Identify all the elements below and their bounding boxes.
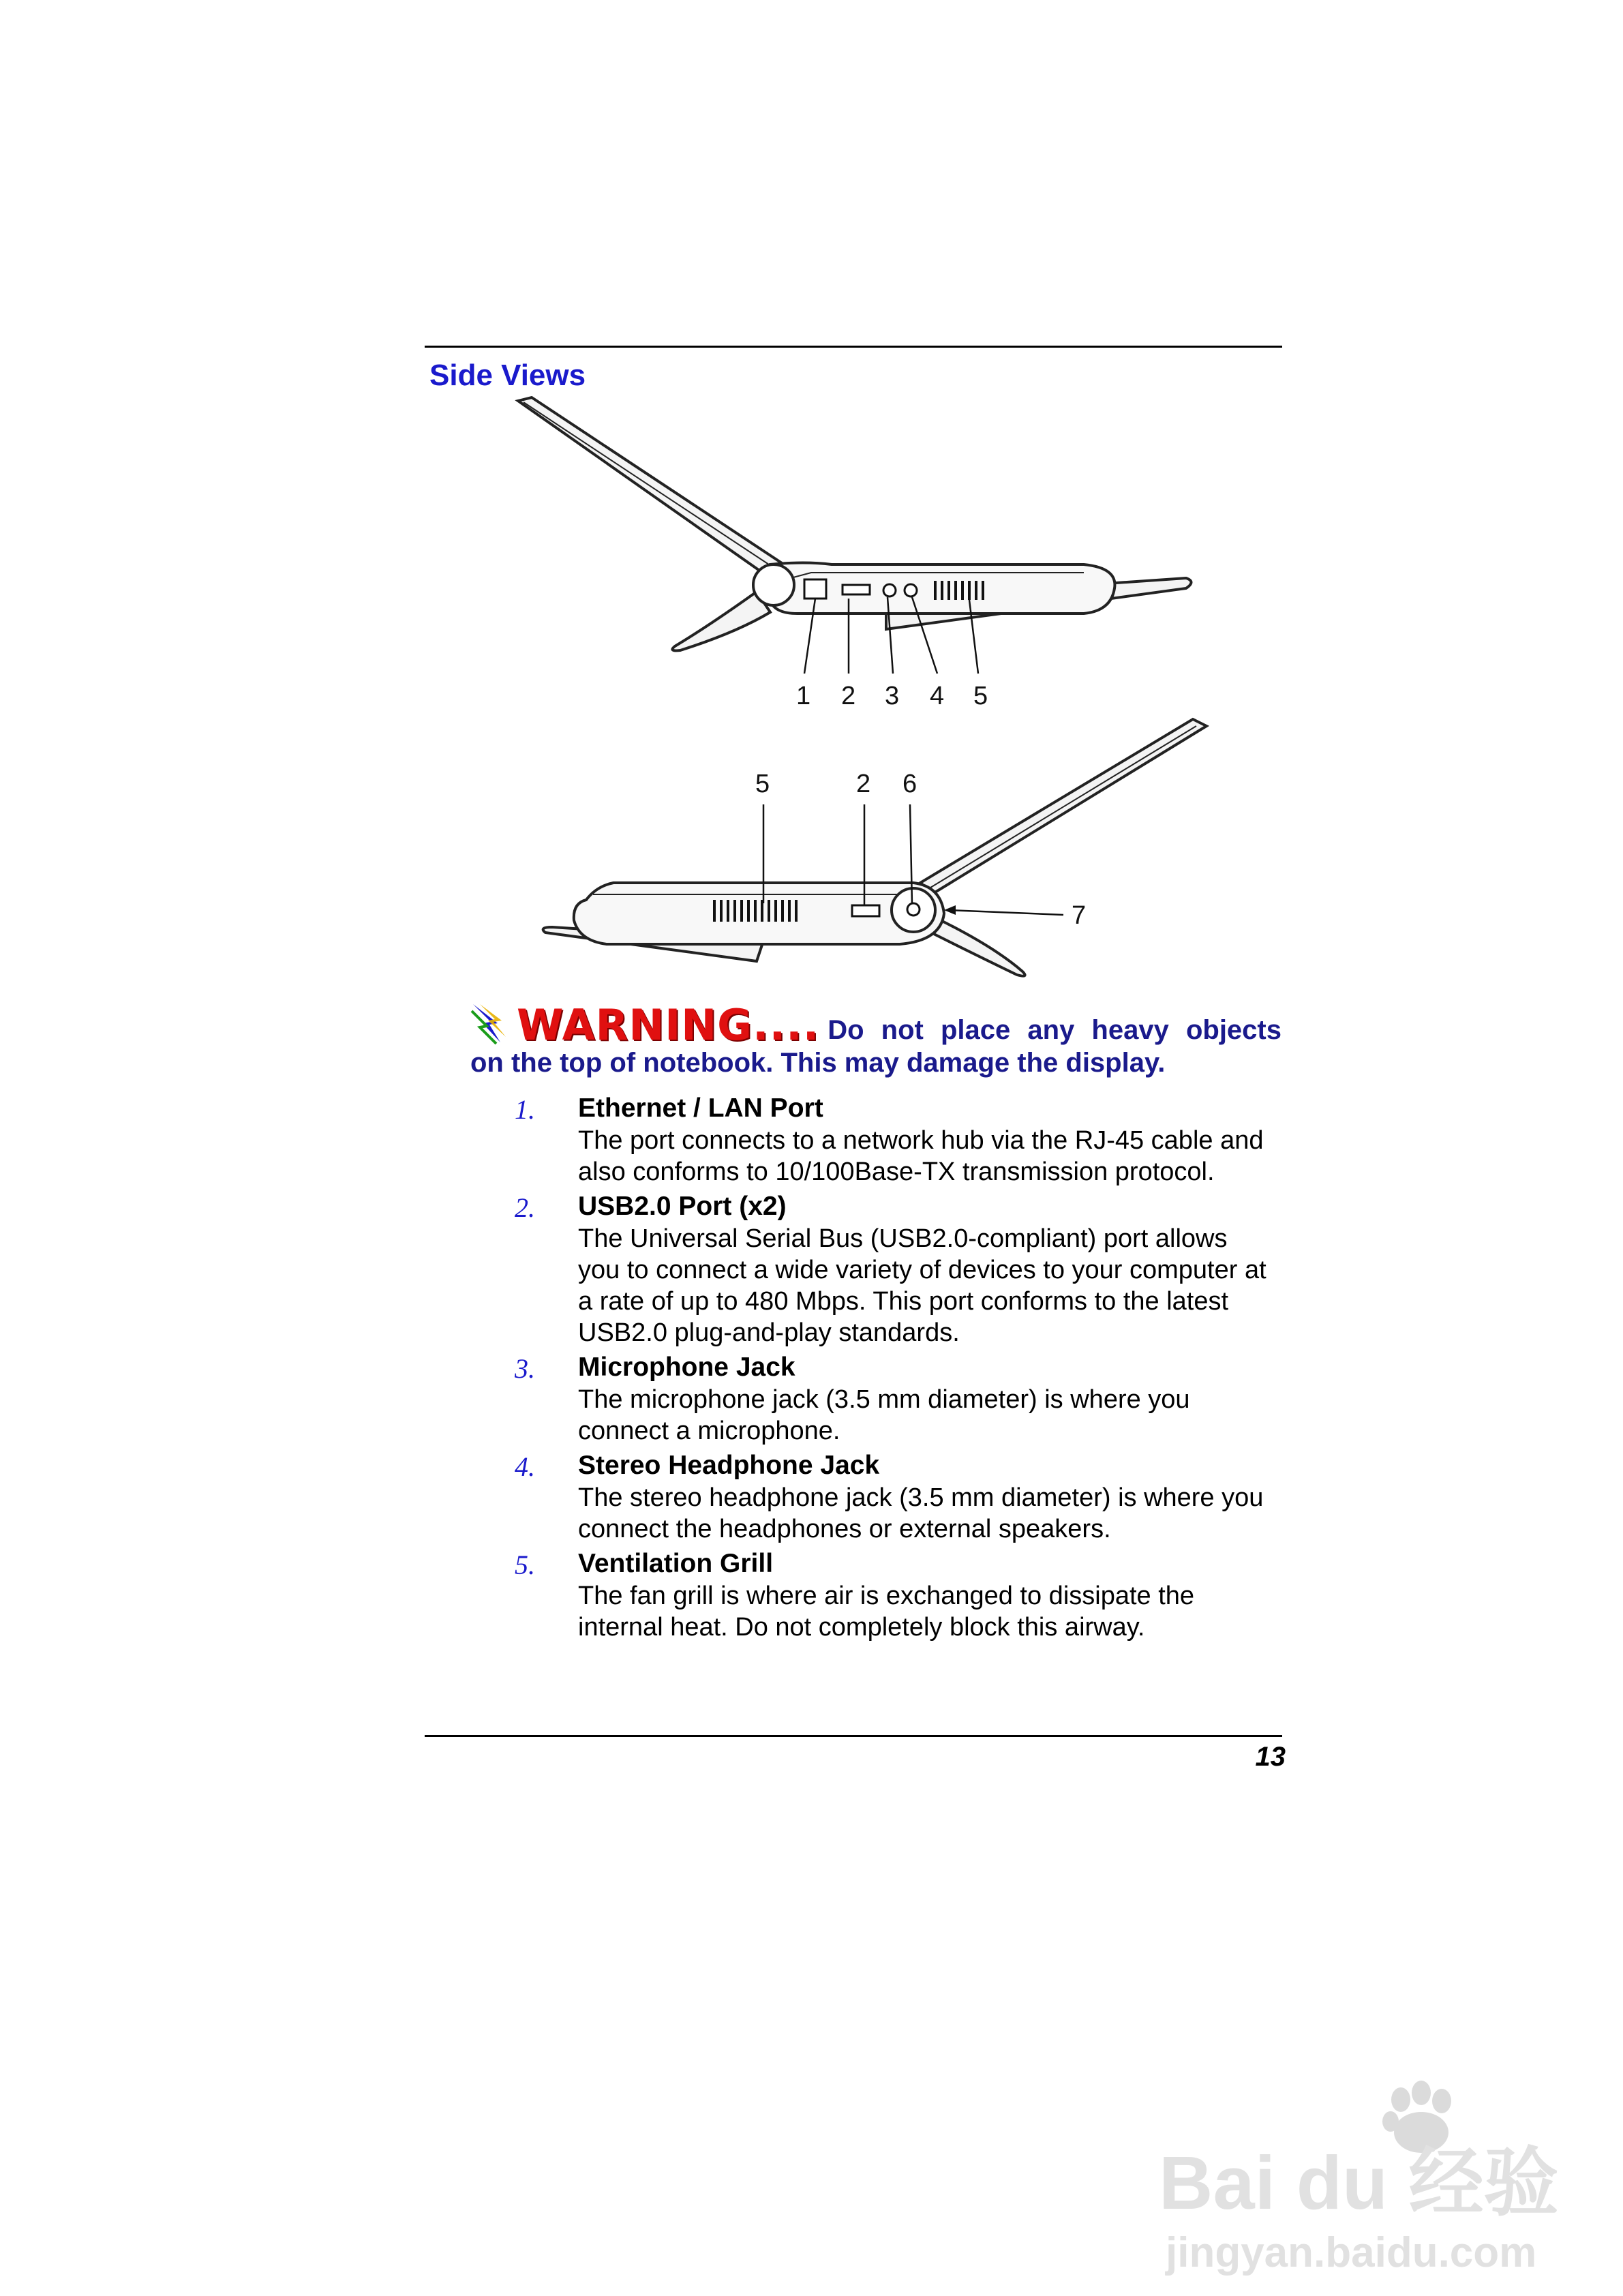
callout-7: 7	[1072, 901, 1087, 930]
warning-word: WARNING....	[517, 1000, 820, 1050]
list-item	[515, 1351, 1292, 1447]
item-description: The port connects to a network hub via the RJ-45 cable and also conforms to 10/100Base-TX transmission protocol.	[578, 1126, 1264, 1186]
list-item	[515, 1547, 1292, 1643]
section-title: Side Views	[429, 359, 586, 392]
callout-2: 2	[841, 682, 856, 710]
callout-5: 5	[973, 682, 988, 710]
callout-4: 4	[930, 682, 945, 710]
warning-text-line2: on the top of notebook. This may damage the display.	[470, 1048, 1166, 1078]
callout-3: 3	[885, 682, 900, 710]
right-side-view-figure	[532, 716, 1213, 995]
item-number: 3.	[515, 1353, 535, 1384]
item-title: USB2.0 Port (x2)	[578, 1192, 787, 1221]
watermark-brand: Bai du 经验	[1159, 2141, 1559, 2225]
top-rule	[425, 346, 1282, 348]
item-title: Microphone Jack	[578, 1353, 795, 1382]
item-number: 5.	[515, 1550, 535, 1580]
item-description: The fan grill is where air is exchanged to dissipate the internal heat. Do not completely block this airway.	[578, 1582, 1195, 1642]
warning-text-line1: Do not place any heavy objects	[828, 1015, 1281, 1045]
left-side-view-figure	[504, 394, 1213, 721]
item-description: The stereo headphone jack (3.5 mm diameter) is where you connect the headphones or external speakers.	[578, 1483, 1264, 1543]
list-item	[515, 1190, 1292, 1348]
baidu-watermark-logo	[1159, 2072, 1568, 2277]
item-number: 2.	[515, 1192, 535, 1223]
item-number: 1.	[515, 1094, 535, 1125]
callout-1: 1	[796, 682, 811, 710]
lightning-warning-icon	[470, 1001, 511, 1046]
callout-2-bottom: 2	[856, 770, 871, 798]
list-item	[515, 1092, 1292, 1188]
list-item	[515, 1449, 1292, 1545]
watermark-url: jingyan.baidu.com	[1166, 2229, 1537, 2276]
item-title: Ventilation Grill	[578, 1549, 774, 1578]
item-description: The Universal Serial Bus (USB2.0-compliant) port allows you to connect a wide variety of devices to your computer at a rate of up to 480 Mbps. This port conforms to the latest USB2.0 plug-and-play standards.	[578, 1224, 1266, 1347]
item-title: Stereo Headphone Jack	[578, 1451, 880, 1480]
callout-5-bottom: 5	[755, 770, 770, 798]
bottom-rule	[425, 1735, 1282, 1737]
port-description-list	[515, 1092, 1292, 1646]
item-description: The microphone jack (3.5 mm diameter) is where you connect a microphone.	[578, 1385, 1190, 1445]
item-title: Ethernet / LAN Port	[578, 1093, 823, 1123]
callout-6: 6	[902, 770, 917, 798]
item-number: 4.	[515, 1451, 535, 1482]
warning-box	[470, 999, 1288, 1078]
page-number: 13	[1255, 1742, 1286, 1772]
